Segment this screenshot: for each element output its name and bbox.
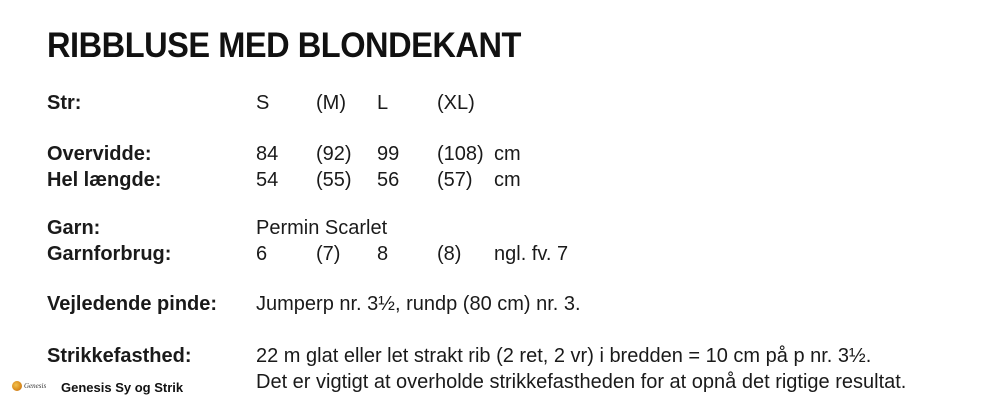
overvidde-l: 99 <box>377 143 400 165</box>
hel-laengde-unit: cm <box>494 169 521 191</box>
garn-label: Garn: <box>47 217 101 239</box>
size-xl: (XL) <box>437 92 475 114</box>
size-label: Str: <box>47 92 82 114</box>
size-l: L <box>377 92 389 114</box>
strikkefasthed-line-2: Det er vigtigt at overholde strikkefastheden for at opnå det rigtige resultat. <box>256 371 907 393</box>
hel-laengde-l: 56 <box>377 169 400 191</box>
strikkefasthed-line-1: 22 m glat eller let strakt rib (2 ret, 2 vr) i bredden = 10 cm på p nr. 3½. <box>256 345 872 367</box>
genesis-logo-text: Genesis <box>24 382 47 390</box>
hel-laengde-label: Hel længde: <box>47 169 162 191</box>
size-m: (M) <box>316 92 346 114</box>
overvidde-m: (92) <box>316 143 352 165</box>
genesis-logo-icon <box>12 381 22 391</box>
size-s: S <box>256 92 270 114</box>
garnforbrug-unit: ngl. fv. 7 <box>494 243 569 265</box>
hel-laengde-m: (55) <box>316 169 352 191</box>
overvidde-xl: (108) <box>437 143 484 165</box>
pinde-value: Jumperp nr. 3½, rundp (80 cm) nr. 3. <box>256 293 581 315</box>
footer-brand: Genesis Sy og Strik <box>61 380 184 395</box>
garn-value: Permin Scarlet <box>256 217 388 239</box>
overvidde-label: Overvidde: <box>47 143 152 165</box>
hel-laengde-xl: (57) <box>437 169 473 191</box>
garnforbrug-s: 6 <box>256 243 268 265</box>
garnforbrug-xl: (8) <box>437 243 462 265</box>
overvidde-unit: cm <box>494 143 521 165</box>
strikkefasthed-label: Strikkefasthed: <box>47 345 192 367</box>
garnforbrug-label: Garnforbrug: <box>47 243 172 265</box>
hel-laengde-s: 54 <box>256 169 279 191</box>
genesis-logo <box>12 381 46 391</box>
garnforbrug-l: 8 <box>377 243 389 265</box>
garnforbrug-m: (7) <box>316 243 341 265</box>
page-title: RIBBLUSE MED BLONDEKANT <box>47 26 521 65</box>
overvidde-s: 84 <box>256 143 279 165</box>
pinde-label: Vejledende pinde: <box>47 293 218 315</box>
